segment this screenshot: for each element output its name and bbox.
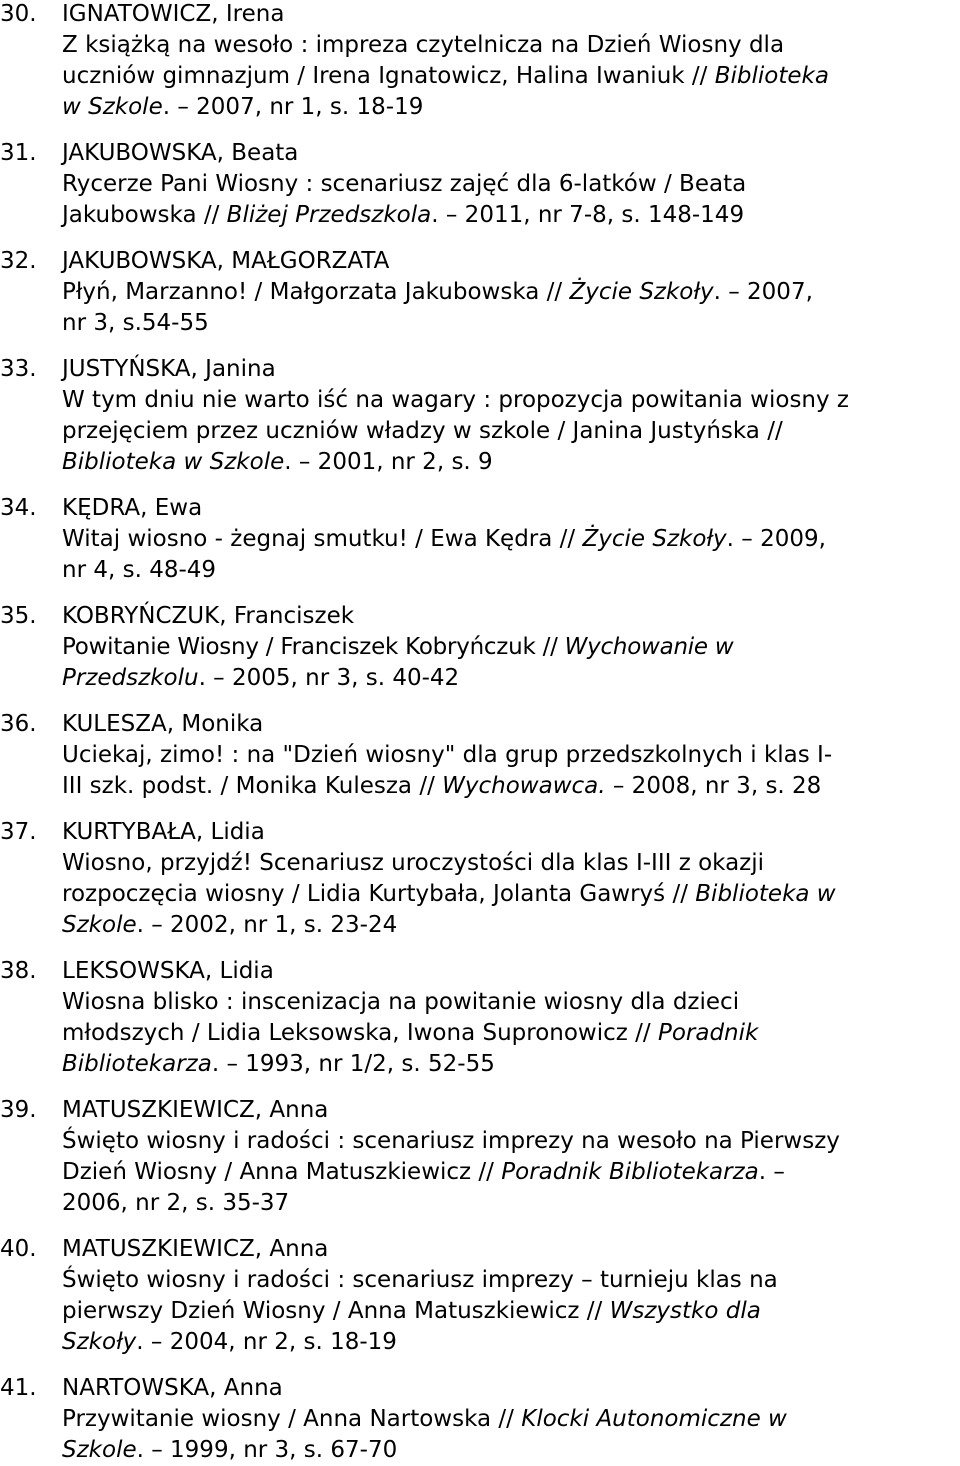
source-title: Szkoły — [62, 1329, 137, 1355]
entry-number: 38. — [0, 958, 37, 984]
source-title: Poradnik Bibliotekarza — [501, 1159, 759, 1185]
source-title: Wszystko dla — [609, 1298, 761, 1324]
entry-number: 35. — [0, 603, 37, 629]
source-title: Przedszkolu — [62, 665, 199, 691]
source-title: Biblioteka — [714, 63, 829, 89]
entry-text: . – 2002, nr 1, s. 23-24 — [136, 912, 398, 938]
entry-text: . – 1993, nr 1/2, s. 52-55 — [211, 1051, 495, 1077]
entry-author: MATUSZKIEWICZ, Anna — [62, 1097, 329, 1123]
bibliography-entry — [0, 1234, 960, 1358]
entry-description-line — [62, 771, 960, 802]
entry-text: pierwszy Dzień Wiosny / Anna Matuszkiewicz // — [62, 1298, 610, 1324]
entry-author: KOBRYŃCZUK, Franciszek — [62, 603, 355, 629]
entry-description-line — [62, 200, 960, 231]
entry-text: nr 4, s. 48-49 — [62, 557, 217, 583]
entry-description-line — [62, 447, 960, 478]
entry-description-line — [62, 1265, 960, 1296]
entry-text: . – 2001, nr 2, s. 9 — [284, 449, 493, 475]
bibliography-entry — [0, 601, 960, 694]
entry-description-line — [62, 1327, 960, 1358]
entry-text: nr 3, s.54-55 — [62, 310, 209, 336]
entry-text: . – 2005, nr 3, s. 40-42 — [198, 665, 460, 691]
entry-text: . – 2007, nr 1, s. 18-19 — [162, 94, 424, 120]
source-title: Biblioteka w — [695, 881, 836, 907]
entry-text: III szk. podst. / Monika Kulesza // — [62, 773, 443, 799]
entry-description-line — [62, 879, 960, 910]
entry-description-line — [62, 740, 960, 771]
entry-description-line — [62, 1126, 960, 1157]
entry-text: 2006, nr 2, s. 35-37 — [62, 1190, 290, 1216]
entry-description-line — [62, 632, 960, 663]
entry-description-line — [62, 30, 960, 61]
bibliography-entry — [0, 956, 960, 1080]
entry-text: uczniów gimnazjum / Irena Ignatowicz, Halina Iwaniuk // — [62, 63, 715, 89]
entry-text: Płyń, Marzanno! / Małgorzata Jakubowska // — [62, 279, 570, 305]
entry-description-line — [62, 1157, 960, 1188]
entry-description-line — [62, 1404, 960, 1435]
entry-description-line — [62, 663, 960, 694]
entry-number: 32. — [0, 248, 37, 274]
entry-text: rozpoczęcia wiosny / Lidia Kurtybała, Jolanta Gawryś // — [62, 881, 696, 907]
source-title: Szkole — [62, 912, 137, 938]
source-title: Poradnik — [657, 1020, 759, 1046]
entry-text: Przywitanie wiosny / Anna Nartowska // — [62, 1406, 522, 1432]
entry-description-line — [62, 1188, 960, 1219]
entry-text: młodszych / Lidia Leksowska, Iwona Supronowicz // — [62, 1020, 658, 1046]
entry-description-line — [62, 277, 960, 308]
entry-description-line — [62, 1018, 960, 1049]
entry-number: 30. — [0, 1, 37, 27]
entry-text: . – 2007, — [713, 279, 813, 305]
entry-text: Jakubowska // — [62, 202, 227, 228]
entry-author: JAKUBOWSKA, Beata — [62, 140, 299, 166]
entry-description-line — [62, 1435, 960, 1466]
entry-text: . – — [758, 1159, 785, 1185]
bibliography-entry — [0, 1373, 960, 1466]
entry-number: 37. — [0, 819, 37, 845]
source-title: Życie Szkoły — [569, 279, 714, 305]
entry-text: Wiosno, przyjdź! Scenariusz uroczystości dla klas I-III z okazji — [62, 850, 765, 876]
entry-text: Dzień Wiosny / Anna Matuszkiewicz // — [62, 1159, 502, 1185]
entry-number: 34. — [0, 495, 37, 521]
bibliography-entry — [0, 246, 960, 339]
source-title: Szkole — [62, 1437, 137, 1463]
source-title: Biblioteka w Szkole — [62, 449, 285, 475]
entry-number: 41. — [0, 1375, 37, 1401]
entry-author: JUSTYŃSKA, Janina — [62, 356, 276, 382]
entry-text: Witaj wiosno - żegnaj smutku! / Ewa Kędra // — [62, 526, 583, 552]
entry-author: KURTYBAŁA, Lidia — [62, 819, 265, 845]
entry-description-line — [62, 987, 960, 1018]
entry-text: Rycerze Pani Wiosny : scenariusz zajęć dla 6-latków / Beata — [62, 171, 747, 197]
entry-description-line — [62, 910, 960, 941]
entry-description-line — [62, 555, 960, 586]
source-title: w Szkole — [62, 94, 163, 120]
source-title: Wychowawca. — [442, 773, 606, 799]
entry-description-line — [62, 169, 960, 200]
source-title: Życie Szkoły — [582, 526, 727, 552]
entry-description-line — [62, 524, 960, 555]
entry-number: 33. — [0, 356, 37, 382]
entry-text: Wiosna blisko : inscenizacja na powitanie wiosny dla dzieci — [62, 989, 740, 1015]
entry-number: 36. — [0, 711, 37, 737]
entry-author: LEKSOWSKA, Lidia — [62, 958, 274, 984]
entry-author: KĘDRA, Ewa — [62, 495, 203, 521]
entry-text: Powitanie Wiosny / Franciszek Kobryńczuk // — [62, 634, 565, 660]
entry-text: przejęciem przez uczniów władzy w szkole / Janina Justyńska // — [62, 418, 783, 444]
entry-author: NARTOWSKA, Anna — [62, 1375, 283, 1401]
entry-description-line — [62, 848, 960, 879]
entry-description-line — [62, 1296, 960, 1327]
bibliography-entry — [0, 354, 960, 478]
entry-number: 40. — [0, 1236, 37, 1262]
entry-text: Z książką na wesoło : impreza czytelnicza na Dzień Wiosny dla — [62, 32, 785, 58]
bibliography-entry — [0, 817, 960, 941]
entry-text: – 2008, nr 3, s. 28 — [605, 773, 822, 799]
bibliography-entry — [0, 709, 960, 802]
entry-description-line — [62, 1049, 960, 1080]
entry-text: Uciekaj, zimo! : na "Dzień wiosny" dla grup przedszkolnych i klas I- — [62, 742, 833, 768]
bibliography-entry — [0, 493, 960, 586]
entry-text: Święto wiosny i radości : scenariusz imprezy na wesoło na Pierwszy — [62, 1128, 840, 1154]
source-title: Bibliotekarza — [62, 1051, 212, 1077]
entry-number: 39. — [0, 1097, 37, 1123]
entry-author: MATUSZKIEWICZ, Anna — [62, 1236, 329, 1262]
entry-text: . – 1999, nr 3, s. 67-70 — [136, 1437, 398, 1463]
entry-author: JAKUBOWSKA, MAŁGORZATA — [62, 248, 390, 274]
entry-text: . – 2004, nr 2, s. 18-19 — [136, 1329, 397, 1355]
entry-text: Święto wiosny i radości : scenariusz imprezy – turnieju klas na — [62, 1267, 778, 1293]
entry-description-line — [62, 308, 960, 339]
bibliography-entry — [0, 138, 960, 231]
entry-description-line — [62, 416, 960, 447]
source-title: Wychowanie w — [564, 634, 734, 660]
entry-author: IGNATOWICZ, Irena — [62, 1, 285, 27]
entry-text: . – 2009, — [726, 526, 826, 552]
entry-number: 31. — [0, 140, 37, 166]
entry-description-line — [62, 92, 960, 123]
entry-author: KULESZA, Monika — [62, 711, 264, 737]
bibliography-entry — [0, 1095, 960, 1219]
source-title: Bliżej Przedszkola — [226, 202, 432, 228]
entry-description-line — [62, 385, 960, 416]
entry-text: W tym dniu nie warto iść na wagary : propozycja powitania wiosny z — [62, 387, 849, 413]
entry-description-line — [62, 61, 960, 92]
entry-text: . – 2011, nr 7-8, s. 148-149 — [431, 202, 745, 228]
source-title: Klocki Autonomiczne w — [521, 1406, 787, 1432]
bibliography-entry — [0, 0, 960, 123]
